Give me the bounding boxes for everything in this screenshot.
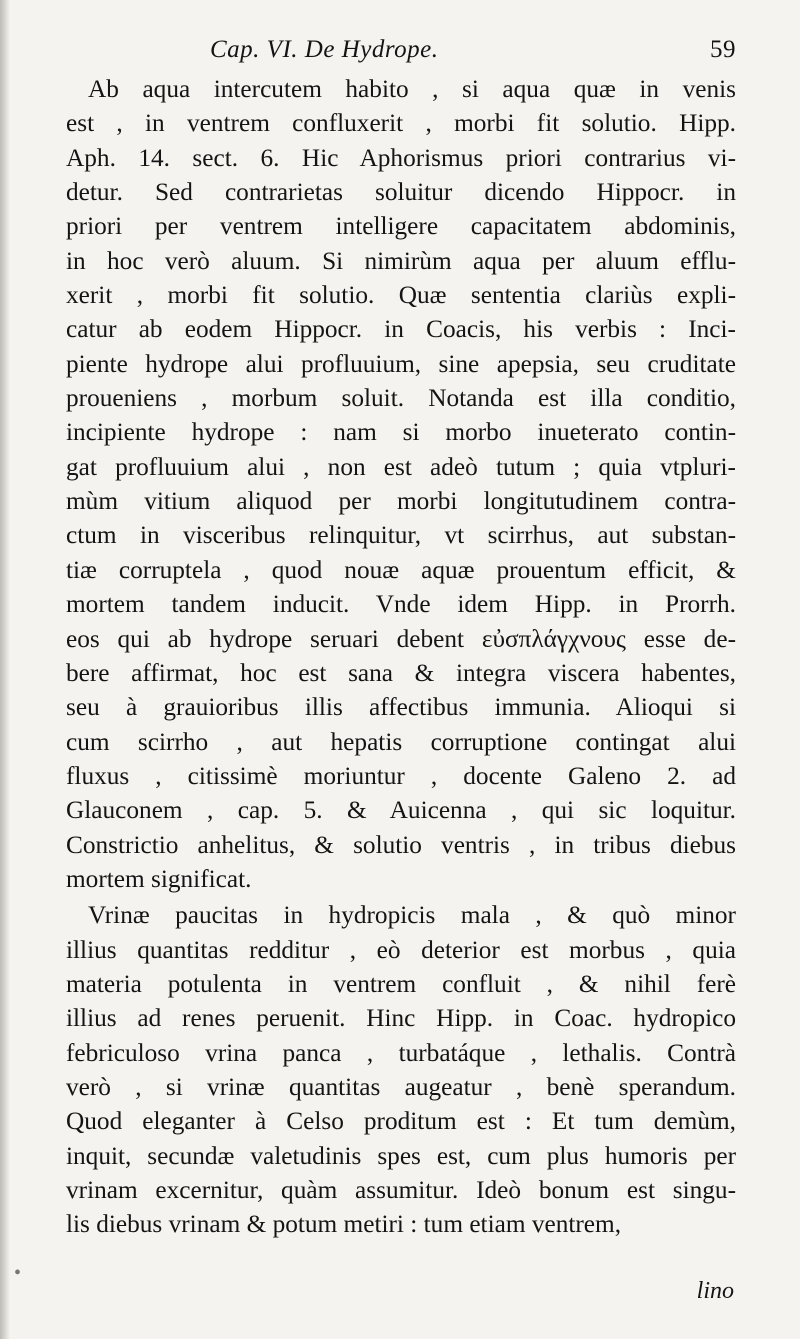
paragraph	[66, 72, 736, 896]
text-line: Glauconem , cap. 5. & Auicenna , qui sic loquitur.	[66, 796, 736, 825]
text-line: piente hydrope alui profluuium, sine apepsia, seu cruditate	[66, 349, 736, 378]
text-line: seu à grauioribus illis affectibus immunia. Alioqui si	[66, 693, 736, 722]
text-line: Constrictio anhelitus, & solutio ventris , in tribus diebus	[66, 830, 736, 859]
text-line: xerit , morbi fit solutio. Quæ sententia clariùs expli-	[66, 281, 736, 310]
text-line: catur ab eodem Hippocr. in Coacis, his verbis : Inci-	[66, 315, 736, 344]
text-line: ctum in visceribus relinquitur, vt scirrhus, aut substan-	[66, 521, 736, 550]
text-line: in hoc verò aluum. Si nimirùm aqua per aluum efflu-	[66, 246, 736, 275]
page-speck: •	[14, 1262, 22, 1284]
body-text	[66, 72, 736, 1242]
text-line: mùm vitium aliquod per morbi longitutudinem contra-	[66, 487, 736, 516]
text-line: illius quantitas redditur , eò deterior est morbus , quia	[66, 935, 736, 964]
page-gutter-shadow	[0, 0, 10, 1339]
running-title: Cap. VI. De Hydrope.	[210, 36, 439, 63]
text-line: cum scirrho , aut hepatis corruptione contingat alui	[66, 727, 736, 756]
text-line: bere affirmat, hoc est sana & integra viscera habentes,	[66, 658, 736, 687]
text-line: Aph. 14. sect. 6. Hic Aphorismus priori contrarius vi-	[66, 143, 736, 172]
text-line: eos qui ab hydrope seruari debent εὐσπλάγχνους esse de-	[66, 624, 736, 653]
text-line: Vrinæ paucitas in hydropicis mala , & quò minor	[88, 901, 736, 930]
text-line: febriculoso vrina panca , turbatáque , lethalis. Contrà	[66, 1038, 736, 1067]
text-line: gat profluuium alui , non est adeò tutum ; quia vtpluri-	[66, 452, 736, 481]
text-line: fluxus , citissimè moriuntur , docente Galeno 2. ad	[66, 761, 736, 790]
text-line: Quod eleganter à Celso proditum est : Et tum demùm,	[66, 1107, 736, 1136]
text-line: proueniens , morbum soluit. Notanda est illa conditio,	[66, 384, 736, 413]
text-line: vrinam excernitur, quàm assumitur. Ideò bonum est singu-	[66, 1176, 736, 1204]
text-line: mortem significat.	[66, 864, 252, 893]
text-line: materia potulenta in ventrem confluit , & nihil ferè	[66, 969, 736, 998]
text-line: mortem tandem inducit. Vnde idem Hipp. in Prorrh.	[66, 590, 736, 619]
text-line: inquit, secundæ valetudinis spes est, cum plus humoris per	[66, 1141, 736, 1170]
paragraph	[66, 898, 736, 1241]
text-line: detur. Sed contrarietas soluitur dicendo Hippocr. in	[66, 178, 736, 207]
page-header	[66, 32, 736, 72]
text-line: est , in ventrem confluxerit , morbi fit solutio. Hipp.	[66, 109, 736, 138]
text-line: priori per ventrem intelligere capacitatem abdominis,	[66, 212, 736, 241]
page-number: 59	[710, 36, 736, 63]
text-line: Ab aqua intercutem habito , si aqua quæ in venis	[88, 75, 736, 103]
text-line: illius ad renes peruenit. Hinc Hipp. in Coac. hydropico	[66, 1004, 736, 1033]
text-line: verò , si vrinæ quantitas augeatur , benè sperandum.	[66, 1072, 736, 1101]
text-line: lis diebus vrinam & potum metiri : tum etiam ventrem,	[66, 1210, 622, 1239]
text-line: incipiente hydrope : nam si morbo inueterato contin-	[66, 418, 736, 447]
text-line: tiæ corruptela , quod nouæ aquæ prouentum efficit, &	[66, 555, 736, 584]
catchword: lino	[696, 1278, 734, 1304]
